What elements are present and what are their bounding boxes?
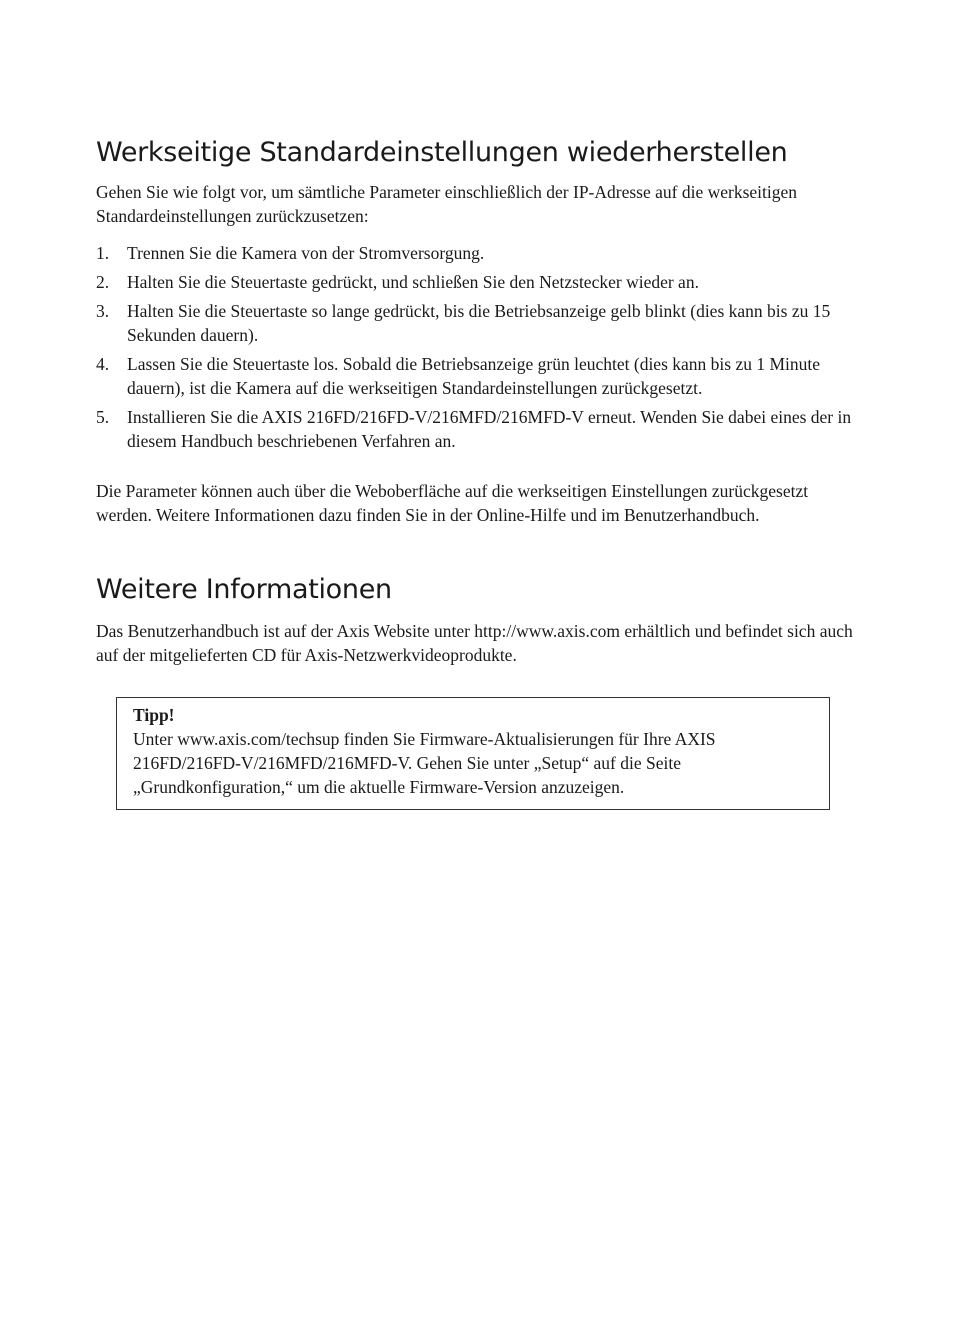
list-item	[96, 241, 860, 265]
step-number: 4.	[96, 354, 110, 374]
step-number: 3.	[96, 301, 110, 321]
info-paragraph: Das Benutzerhandbuch ist auf der Axis Website unter http://www.axis.com erhältlich und befindet sich auch auf der mitgelieferten CD für Axis-Netzwerkvideoprodukte.	[96, 621, 853, 665]
step-number: 5.	[96, 407, 110, 427]
step-text: Halten Sie die Steuertaste gedrückt, und schließen Sie den Netzstecker wieder an.	[127, 272, 699, 292]
list-item	[96, 299, 860, 347]
step-text: Lassen Sie die Steuertaste los. Sobald die Betriebsanzeige grün leuchtet (dies kann bis zu 1 Minute dauern), ist die Kamera auf die werkseitigen Standardeinstellungen zurückgesetzt.	[127, 354, 821, 398]
tip-title: Tipp!	[133, 705, 175, 725]
step-number: 2.	[96, 272, 110, 292]
reset-intro-paragraph: Gehen Sie wie folgt vor, um sämtliche Parameter einschließlich der IP-Adresse auf die werkseitigen Standardeinstellungen zurückzusetzen:	[96, 182, 798, 226]
list-item	[96, 352, 860, 400]
step-text: Halten Sie die Steuertaste so lange gedrückt, bis die Betriebsanzeige gelb blinkt (dies kann bis zu 15 Sekunden dauern).	[127, 301, 831, 345]
tip-box	[116, 697, 830, 810]
reset-outro-paragraph: Die Parameter können auch über die Weboberfläche auf die werkseitigen Einstellungen zurückgesetzt werden. Weitere Informationen dazu finden Sie in der Online-Hilfe und im Benutzerhandbuch.	[96, 481, 809, 525]
step-text: Installieren Sie die AXIS 216FD/216FD-V/216MFD/216MFD-V erneut. Wenden Sie dabei eines der in diesem Handbuch beschriebenen Verfahren an.	[127, 407, 852, 451]
section-heading-info: Weitere Informationen	[96, 574, 392, 605]
tip-text: Unter www.axis.com/techsup finden Sie Firmware-Aktualisierungen für Ihre AXIS 216FD/216FD-V/216MFD/216MFD-V. Gehen Sie unter „Setup“ auf die Seite „Grundkonfiguration,“ um die aktuelle Firmware-Version anzuzeigen.	[133, 729, 716, 797]
list-item	[96, 405, 860, 453]
step-number: 1.	[96, 243, 110, 263]
step-text: Trennen Sie die Kamera von der Stromversorgung.	[127, 243, 485, 263]
reset-steps-list	[96, 241, 860, 458]
section-heading-reset: Werkseitige Standardeinstellungen wiederherstellen	[96, 137, 788, 168]
list-item	[96, 270, 860, 294]
